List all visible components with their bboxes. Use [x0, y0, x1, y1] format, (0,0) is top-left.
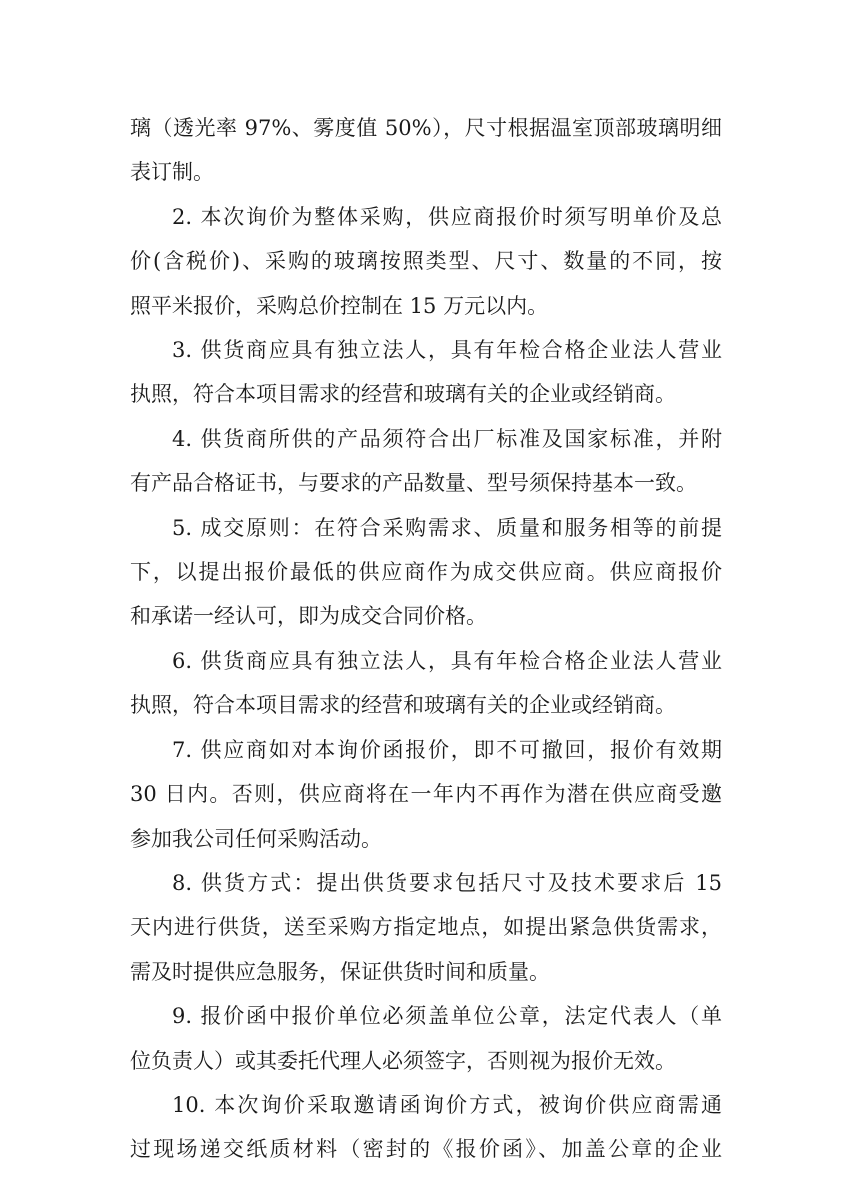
text-line: 8. 供货方式：提出供货要求包括尺寸及技术要求后 15 — [172, 870, 722, 895]
text-line: 7. 供应商如对本询价函报价，即不可撤回，报价有效期 — [172, 737, 722, 762]
text-line: 30 日内。否则，供应商将在一年内不再作为潜在供应商受邀 — [130, 782, 722, 807]
text-line: 璃（透光率 97%、雾度值 50%），尺寸根据温室顶部玻璃明细 — [130, 116, 722, 140]
text-line: 执照，符合本项目需求的经营和玻璃有关的企业或经销商。 — [130, 382, 676, 407]
text-line: 天内进行供货，送至采购方指定地点，如提出紧急供货需求， — [130, 915, 722, 940]
text-line: 3. 供货商应具有独立法人，具有年检合格企业法人营业 — [172, 338, 722, 363]
text-line: 价(含税价)、采购的玻璃按照类型、尺寸、数量的不同，按 — [130, 249, 722, 274]
text-line: 10. 本次询价采取邀请函询价方式，被询价供应商需通 — [172, 1092, 722, 1117]
text-line: 表订制。 — [130, 160, 214, 185]
text-line: 参加我公司任何采购活动。 — [130, 826, 382, 851]
text-line: 执照，符合本项目需求的经营和玻璃有关的企业或经销商。 — [130, 693, 676, 718]
text-line: 6. 供货商应具有独立法人，具有年检合格企业法人营业 — [172, 648, 722, 673]
text-line: 5. 成交原则：在符合采购需求、质量和服务相等的前提 — [172, 515, 722, 540]
text-line: 有产品合格证书，与要求的产品数量、型号须保持基本一致。 — [130, 471, 697, 496]
text-line: 位负责人）或其委托代理人必须签字，否则视为报价无效。 — [130, 1048, 676, 1073]
text-line: 9. 报价函中报价单位必须盖单位公章，法定代表人（单 — [172, 1004, 722, 1029]
text-line: 需及时提供应急服务，保证供货时间和质量。 — [130, 959, 550, 984]
text-line: 和承诺一经认可，即为成交合同价格。 — [130, 604, 487, 629]
text-line: 照平米报价，采购总价控制在 15 万元以内。 — [130, 293, 549, 318]
text-line: 4. 供货商所供的产品须符合出厂标准及国家标准，并附 — [172, 426, 722, 451]
text-line: 过现场递交纸质材料（密封的《报价函》、加盖公章的企业 — [130, 1137, 722, 1162]
text-line: 下，以提出报价最低的供应商作为成交供应商。供应商报价 — [130, 560, 722, 585]
text-line: 2. 本次询价为整体采购，供应商报价时须写明单价及总 — [172, 204, 722, 229]
document-body — [130, 106, 722, 1172]
